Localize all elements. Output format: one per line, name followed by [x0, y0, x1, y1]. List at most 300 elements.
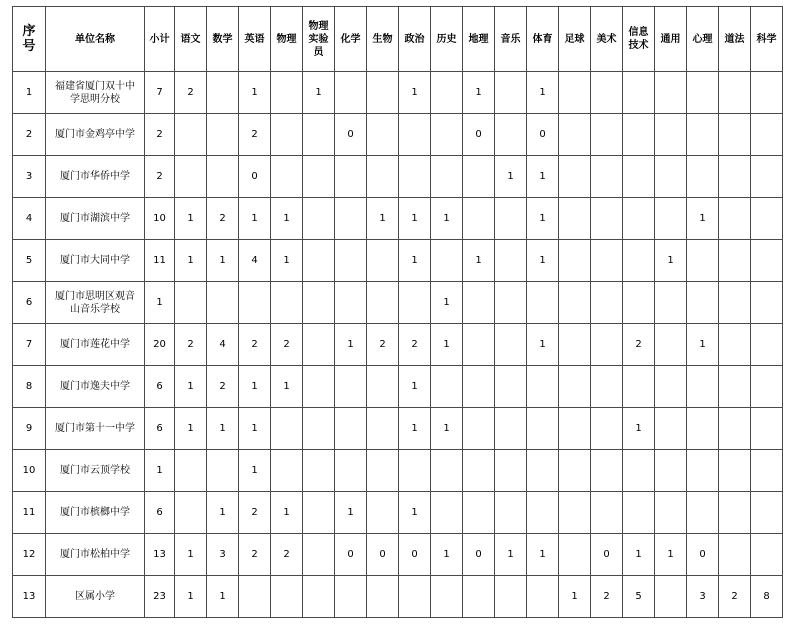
row-cell [399, 282, 431, 324]
row-unit-name-line: 福建省厦门双十中 [55, 80, 135, 92]
row-cell: 1 [399, 72, 431, 114]
row-cell: 2 [623, 324, 655, 366]
row-cell [271, 72, 303, 114]
row-unit-name [46, 492, 145, 534]
row-cell [271, 408, 303, 450]
row-cell: 2 [271, 324, 303, 366]
row-cell [463, 492, 495, 534]
row-cell [623, 114, 655, 156]
row-cell: 0 [687, 534, 719, 576]
row-cell: 4 [239, 240, 271, 282]
header-subject-line: 英语 [244, 33, 265, 45]
row-cell [175, 114, 207, 156]
row-cell [655, 72, 687, 114]
row-cell: 2 [271, 534, 303, 576]
header-seq-line: 序 [22, 24, 36, 39]
row-total: 11 [145, 240, 175, 282]
header-subject [431, 7, 463, 72]
row-cell [719, 408, 751, 450]
row-cell: 1 [463, 72, 495, 114]
row-cell [303, 492, 335, 534]
row-cell [623, 198, 655, 240]
row-cell [335, 198, 367, 240]
row-cell: 0 [527, 114, 559, 156]
row-cell [623, 240, 655, 282]
row-cell [367, 72, 399, 114]
row-cell: 1 [207, 408, 239, 450]
row-cell: 1 [527, 198, 559, 240]
row-cell [719, 450, 751, 492]
row-cell: 1 [623, 408, 655, 450]
row-cell [463, 408, 495, 450]
row-unit-name [46, 324, 145, 366]
row-unit-name [46, 156, 145, 198]
row-seq: 5 [13, 240, 46, 282]
table-row [13, 156, 783, 198]
row-cell: 1 [175, 240, 207, 282]
row-cell [751, 492, 783, 534]
row-cell [335, 408, 367, 450]
row-cell: 0 [399, 534, 431, 576]
row-unit-name-line: 厦门市金鸡亭中学 [55, 129, 135, 140]
row-cell: 2 [719, 576, 751, 618]
table-row [13, 534, 783, 576]
header-subject [463, 7, 495, 72]
row-cell [687, 492, 719, 534]
row-cell [239, 576, 271, 618]
row-cell: 1 [431, 198, 463, 240]
row-cell [527, 450, 559, 492]
row-cell [751, 282, 783, 324]
row-cell [655, 198, 687, 240]
row-cell: 1 [239, 450, 271, 492]
row-cell: 1 [655, 240, 687, 282]
row-cell [687, 72, 719, 114]
row-total: 6 [145, 408, 175, 450]
row-cell [559, 114, 591, 156]
header-seq-line: 号 [22, 39, 36, 54]
row-cell [495, 282, 527, 324]
row-cell [591, 282, 623, 324]
row-cell [527, 282, 559, 324]
header-subject-line: 技术 [628, 40, 649, 51]
table-row [13, 366, 783, 408]
row-cell: 1 [271, 198, 303, 240]
row-cell [463, 282, 495, 324]
row-cell [719, 240, 751, 282]
row-cell [367, 576, 399, 618]
row-cell [431, 72, 463, 114]
row-cell: 1 [207, 576, 239, 618]
row-cell: 1 [495, 534, 527, 576]
row-cell [335, 240, 367, 282]
row-cell [687, 450, 719, 492]
row-cell [367, 450, 399, 492]
row-cell [271, 282, 303, 324]
row-cell [495, 240, 527, 282]
row-cell [751, 324, 783, 366]
row-cell [751, 240, 783, 282]
row-unit-name [46, 282, 145, 324]
row-cell: 0 [591, 534, 623, 576]
row-unit-name-line: 厦门市华侨中学 [60, 171, 130, 182]
staff-quota-table [12, 6, 783, 618]
row-unit-name-line: 厦门市松柏中学 [60, 549, 130, 560]
row-cell: 1 [399, 198, 431, 240]
row-cell: 1 [303, 72, 335, 114]
row-cell: 2 [207, 198, 239, 240]
row-cell [559, 534, 591, 576]
row-cell [367, 492, 399, 534]
header-subject [399, 7, 431, 72]
header-subject [303, 7, 335, 72]
row-cell [399, 576, 431, 618]
row-cell [431, 114, 463, 156]
row-cell: 2 [175, 324, 207, 366]
row-cell: 1 [175, 408, 207, 450]
row-cell [335, 156, 367, 198]
header-subject-line: 美术 [596, 33, 617, 45]
header-subject [719, 7, 751, 72]
row-unit-name [46, 366, 145, 408]
row-cell [559, 282, 591, 324]
row-unit-name-line: 厦门市逸夫中学 [60, 381, 130, 392]
row-cell [655, 492, 687, 534]
header-subject [335, 7, 367, 72]
row-total: 2 [145, 156, 175, 198]
table-row [13, 324, 783, 366]
row-cell: 1 [335, 492, 367, 534]
row-cell [303, 408, 335, 450]
row-cell [591, 114, 623, 156]
header-subject-line: 足球 [564, 33, 585, 45]
row-cell [303, 324, 335, 366]
table-row [13, 408, 783, 450]
row-cell: 1 [527, 72, 559, 114]
row-cell [687, 114, 719, 156]
row-cell: 1 [463, 240, 495, 282]
row-cell [719, 534, 751, 576]
row-cell: 5 [623, 576, 655, 618]
row-cell: 1 [623, 534, 655, 576]
row-unit-name-line: 厦门市思明区观音 [55, 290, 135, 302]
row-cell [399, 156, 431, 198]
header-subject [207, 7, 239, 72]
row-cell [751, 534, 783, 576]
row-cell [463, 576, 495, 618]
row-cell [303, 114, 335, 156]
row-cell [175, 492, 207, 534]
row-cell [207, 114, 239, 156]
row-total: 20 [145, 324, 175, 366]
row-cell [687, 366, 719, 408]
row-cell [271, 450, 303, 492]
row-unit-name-line: 厦门市湖滨中学 [60, 213, 130, 224]
row-cell: 2 [239, 534, 271, 576]
header-subject-line: 员 [313, 46, 324, 58]
row-seq: 11 [13, 492, 46, 534]
row-cell [719, 156, 751, 198]
row-cell [751, 450, 783, 492]
row-cell [495, 450, 527, 492]
row-cell: 1 [687, 324, 719, 366]
header-subject [527, 7, 559, 72]
row-cell [527, 576, 559, 618]
row-cell [367, 408, 399, 450]
row-cell [271, 114, 303, 156]
row-cell: 1 [431, 282, 463, 324]
row-unit-name-line: 厦门市莲花中学 [60, 339, 130, 350]
row-total: 10 [145, 198, 175, 240]
row-cell [399, 114, 431, 156]
row-cell [303, 534, 335, 576]
row-cell [463, 156, 495, 198]
row-cell [367, 366, 399, 408]
header-subject-line: 数学 [212, 33, 233, 45]
row-cell [463, 198, 495, 240]
row-cell [655, 156, 687, 198]
row-cell [431, 576, 463, 618]
row-cell [303, 450, 335, 492]
header-subject-line: 地理 [468, 33, 489, 45]
row-unit-name [46, 450, 145, 492]
header-subject [751, 7, 783, 72]
row-cell [367, 156, 399, 198]
row-cell [687, 240, 719, 282]
table-row [13, 72, 783, 114]
row-cell [207, 72, 239, 114]
row-cell [591, 198, 623, 240]
row-total: 13 [145, 534, 175, 576]
header-row [13, 7, 783, 72]
row-cell: 1 [239, 72, 271, 114]
row-total: 1 [145, 282, 175, 324]
row-cell: 1 [399, 366, 431, 408]
row-cell [591, 450, 623, 492]
row-cell [687, 408, 719, 450]
header-subject-line: 实验 [308, 33, 329, 45]
row-unit-name-line: 厦门市大同中学 [60, 255, 130, 266]
row-unit-name [46, 576, 145, 618]
row-cell [655, 576, 687, 618]
table-row [13, 450, 783, 492]
row-unit-name [46, 240, 145, 282]
row-cell: 2 [207, 366, 239, 408]
row-cell [719, 72, 751, 114]
row-cell: 0 [367, 534, 399, 576]
row-seq: 1 [13, 72, 46, 114]
row-seq: 3 [13, 156, 46, 198]
header-seq [13, 7, 46, 72]
row-cell [687, 282, 719, 324]
row-cell: 1 [431, 408, 463, 450]
row-cell: 2 [239, 114, 271, 156]
row-cell: 1 [271, 240, 303, 282]
row-cell: 1 [239, 198, 271, 240]
row-cell [463, 366, 495, 408]
row-seq: 8 [13, 366, 46, 408]
header-subject [591, 7, 623, 72]
row-seq: 12 [13, 534, 46, 576]
row-cell [207, 282, 239, 324]
header-subject [687, 7, 719, 72]
row-cell: 0 [335, 114, 367, 156]
row-cell [335, 72, 367, 114]
row-cell [431, 366, 463, 408]
header-subject-line: 物理 [276, 33, 297, 45]
row-cell: 1 [175, 366, 207, 408]
header-subject-line: 历史 [436, 33, 457, 45]
table-body [13, 72, 783, 618]
row-cell [751, 72, 783, 114]
row-cell: 0 [463, 534, 495, 576]
row-cell: 1 [239, 366, 271, 408]
row-cell: 1 [527, 240, 559, 282]
row-cell [591, 408, 623, 450]
row-cell [495, 114, 527, 156]
row-cell [719, 492, 751, 534]
row-total: 7 [145, 72, 175, 114]
row-cell [751, 114, 783, 156]
row-total: 2 [145, 114, 175, 156]
row-cell [559, 366, 591, 408]
table-row [13, 492, 783, 534]
header-total: 小计 [145, 7, 175, 72]
row-cell [175, 282, 207, 324]
row-cell [719, 198, 751, 240]
row-cell [719, 366, 751, 408]
row-cell: 1 [431, 324, 463, 366]
row-cell [527, 408, 559, 450]
row-cell: 1 [399, 408, 431, 450]
row-cell: 1 [527, 156, 559, 198]
row-cell [367, 282, 399, 324]
row-cell [271, 156, 303, 198]
row-cell [367, 240, 399, 282]
table-row [13, 576, 783, 618]
row-cell [591, 72, 623, 114]
row-cell [335, 366, 367, 408]
row-cell [495, 492, 527, 534]
row-cell [335, 450, 367, 492]
row-unit-name-line: 厦门市云顶学校 [60, 465, 130, 476]
row-cell [335, 282, 367, 324]
header-subject [367, 7, 399, 72]
row-cell [207, 450, 239, 492]
header-subject-line: 道法 [724, 33, 745, 45]
header-subject [623, 7, 655, 72]
row-cell [655, 114, 687, 156]
row-unit-name-line: 学思明分校 [70, 93, 120, 105]
table-row [13, 198, 783, 240]
row-cell [591, 324, 623, 366]
row-cell: 1 [175, 198, 207, 240]
row-unit-name-line: 厦门市槟榔中学 [60, 507, 130, 518]
row-cell [655, 366, 687, 408]
row-cell [591, 240, 623, 282]
row-cell: 1 [431, 534, 463, 576]
header-subject-line: 信息 [628, 27, 649, 38]
row-cell: 1 [271, 366, 303, 408]
row-unit-name [46, 72, 145, 114]
header-subject-line: 化学 [340, 33, 361, 45]
row-cell [495, 198, 527, 240]
header-subject [239, 7, 271, 72]
header-subject-line: 生物 [372, 33, 393, 45]
row-total: 23 [145, 576, 175, 618]
row-cell [559, 240, 591, 282]
header-subject [175, 7, 207, 72]
row-cell [335, 576, 367, 618]
row-cell [751, 198, 783, 240]
row-cell [175, 450, 207, 492]
header-subject [655, 7, 687, 72]
row-cell [495, 324, 527, 366]
row-cell: 1 [175, 534, 207, 576]
row-unit-name [46, 198, 145, 240]
table-row [13, 282, 783, 324]
row-cell: 1 [335, 324, 367, 366]
row-cell [623, 156, 655, 198]
row-cell [303, 240, 335, 282]
row-cell: 1 [207, 492, 239, 534]
row-cell [495, 366, 527, 408]
row-cell [623, 492, 655, 534]
row-cell [303, 366, 335, 408]
table-row [13, 114, 783, 156]
row-cell [527, 492, 559, 534]
row-unit-name [46, 534, 145, 576]
row-cell [239, 282, 271, 324]
row-seq: 4 [13, 198, 46, 240]
row-seq: 9 [13, 408, 46, 450]
row-cell [463, 450, 495, 492]
header-subject-line: 心理 [692, 33, 713, 45]
row-seq: 7 [13, 324, 46, 366]
row-seq: 13 [13, 576, 46, 618]
row-cell [687, 156, 719, 198]
row-cell: 2 [367, 324, 399, 366]
row-cell [271, 576, 303, 618]
row-cell [591, 156, 623, 198]
row-cell: 1 [271, 492, 303, 534]
row-cell [751, 408, 783, 450]
row-cell [655, 450, 687, 492]
row-cell [303, 576, 335, 618]
header-subject [559, 7, 591, 72]
row-unit-name [46, 114, 145, 156]
row-cell [399, 450, 431, 492]
row-cell [463, 324, 495, 366]
row-cell [431, 240, 463, 282]
row-cell: 3 [687, 576, 719, 618]
row-cell [367, 114, 399, 156]
row-cell [623, 282, 655, 324]
row-cell [559, 198, 591, 240]
row-unit-name-line: 山音乐学校 [70, 303, 120, 315]
row-unit-name [46, 408, 145, 450]
row-cell: 2 [399, 324, 431, 366]
row-cell [655, 282, 687, 324]
row-cell [431, 156, 463, 198]
row-cell [175, 156, 207, 198]
row-cell: 0 [335, 534, 367, 576]
row-cell: 8 [751, 576, 783, 618]
row-cell: 4 [207, 324, 239, 366]
row-cell [559, 408, 591, 450]
row-cell [431, 450, 463, 492]
row-cell: 0 [239, 156, 271, 198]
